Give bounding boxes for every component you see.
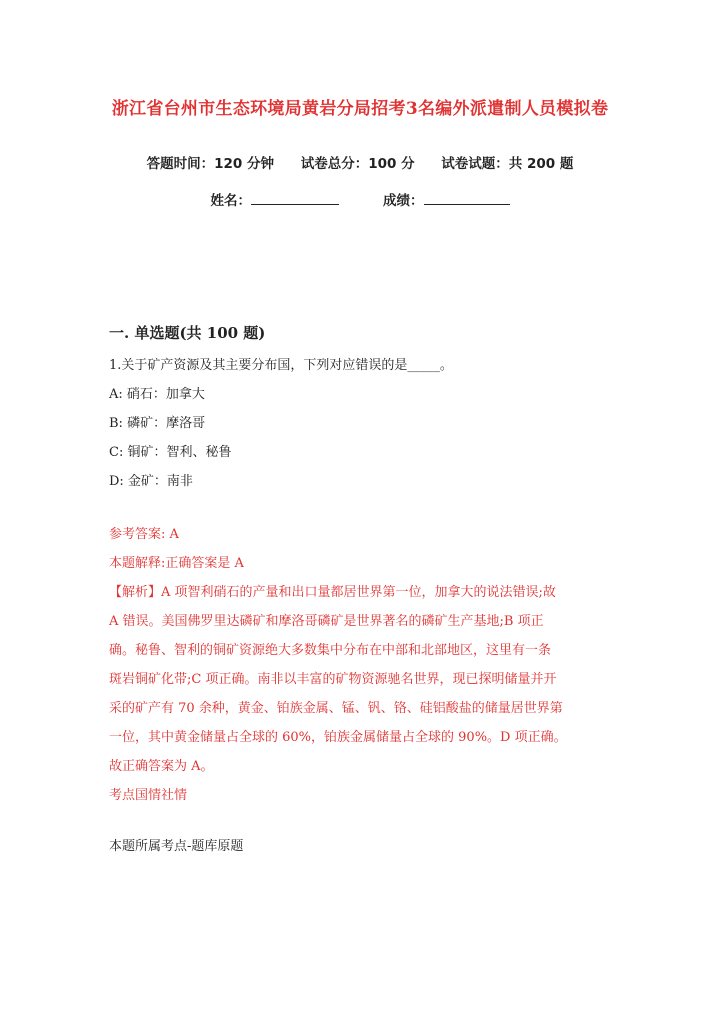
analysis-line: 故正确答案为 A。 <box>109 759 214 774</box>
analysis-line: A 错误。美国佛罗里达磷矿和摩洛哥磷矿是世界著名的磷矿生产基地;B 项正 <box>109 614 544 629</box>
question-source: 本题所属考点-题库原题 <box>109 839 244 854</box>
exam-total-score: 试卷总分：100 分 <box>300 156 415 172</box>
name-label: 姓名： <box>210 193 251 209</box>
section-title: 一. 单选题(共 100 题) <box>109 324 266 342</box>
analysis-line: 确。秘鲁、智利的铜矿资源绝大多数集中分布在中部和北部地区，这里有一条 <box>109 643 552 658</box>
name-blank <box>251 192 339 205</box>
option-b: B: 磷矿：摩洛哥 <box>109 416 206 431</box>
analysis-line: 斑岩铜矿化带;C 项正确。南非以丰富的矿物资源驰名世界，现已探明储量并开 <box>109 672 557 687</box>
option-c: C: 铜矿：智利、秘鲁 <box>109 445 232 460</box>
exam-title: 浙江省台州市生态环境局黄岩分局招考3名编外派遣制人员模拟卷 <box>111 99 609 119</box>
identity-row <box>0 189 720 209</box>
explanation-head: 本题解释:正确答案是 A <box>109 556 244 571</box>
answer-block <box>109 520 619 810</box>
option-a: A: 硝石：加拿大 <box>109 387 205 402</box>
footer-block <box>109 832 619 861</box>
option-d: D: 金矿：南非 <box>109 474 193 489</box>
reference-answer: 参考答案: A <box>109 527 179 542</box>
exam-time: 答题时间：120 分钟 <box>146 156 274 172</box>
score-label: 成绩： <box>383 193 424 209</box>
exam-question-count: 试卷试题：共 200 题 <box>441 156 574 172</box>
question-block <box>109 351 619 496</box>
exam-meta <box>0 152 720 172</box>
score-blank <box>424 192 510 205</box>
question-stem: 1.关于矿产资源及其主要分布国，下列对应错误的是_____。 <box>109 358 453 373</box>
analysis-line: 一位，其中黄金储量占全球的 60%，铂族金属储量占全球的 90%。D 项正确。 <box>109 730 567 745</box>
analysis-line: 【解析】A 项智利硝石的产量和出口量都居世界第一位，加拿大的说法错误;故 <box>109 585 556 600</box>
analysis-line: 采的矿产有 70 余种，黄金、铂族金属、锰、钒、铬、硅铝酸盐的储量居世界第 <box>109 701 563 716</box>
answer-category: 考点国情社情 <box>109 788 188 803</box>
